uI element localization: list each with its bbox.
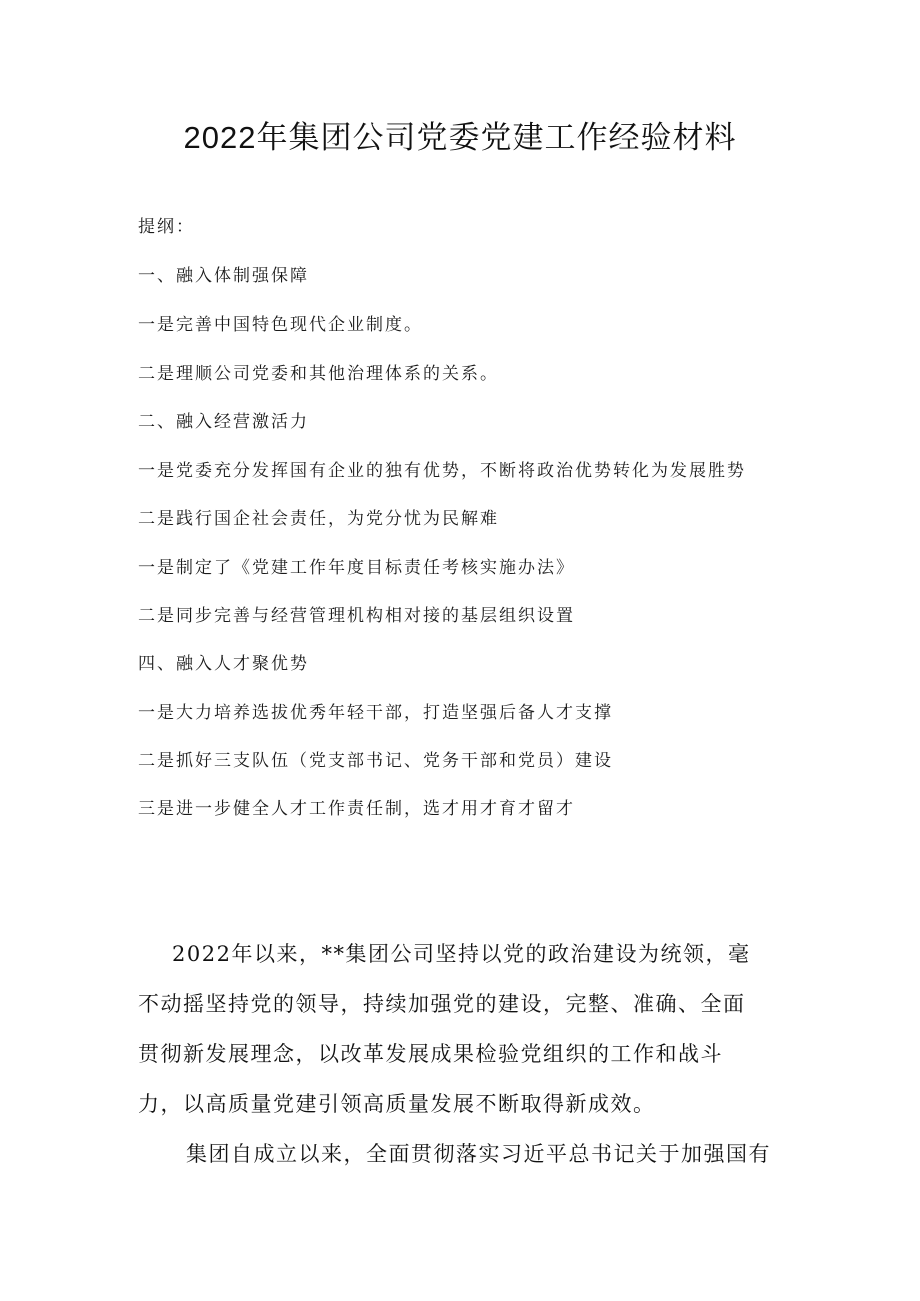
outline-item: 二是同步完善与经营管理机构相对接的基层组织设置 [138,606,575,626]
outline-item: 二是抓好三支队伍（党支部书记、党务干部和党员）建设 [138,751,613,771]
outline-item: 一是完善中国特色现代企业制度。 [138,315,423,335]
paragraph-line: 2022年以来，**集团公司坚持以党的政治建设为统领，毫 [172,942,751,966]
outline-heading: 提纲： [138,217,195,237]
document-title: 2022年集团公司党委党建工作经验材料 [183,120,737,155]
outline-item: 一是制定了《党建工作年度目标责任考核实施办法》 [138,558,575,578]
paragraph-line: 集团自成立以来，全面贯彻落实习近平总书记关于加强国有 [186,1142,771,1166]
outline-item: 一是大力培养选拔优秀年轻干部，打造坚强后备人才支撑 [138,703,613,723]
outline-item: 三是进一步健全人才工作责任制，选才用才育才留才 [138,799,575,819]
outline-item: 一、融入体制强保障 [138,266,309,286]
paragraph-line: 贯彻新发展理念，以改革发展成果检验党组织的工作和战斗 [138,1042,723,1066]
paragraph-line: 不动摇坚持党的领导，持续加强党的建设，完整、准确、全面 [138,992,746,1016]
outline-item: 一是党委充分发挥国有企业的独有优势，不断将政治优势转化为发展胜势 [138,461,746,481]
outline-item: 二是践行国企社会责任，为党分忧为民解难 [138,509,499,529]
paragraph-line: 力，以高质量党建引领高质量发展不断取得新成效。 [138,1092,656,1116]
outline-item: 二、融入经营激活力 [138,412,309,432]
outline-item: 二是理顺公司党委和其他治理体系的关系。 [138,364,499,384]
outline-item: 四、融入人才聚优势 [138,654,309,674]
